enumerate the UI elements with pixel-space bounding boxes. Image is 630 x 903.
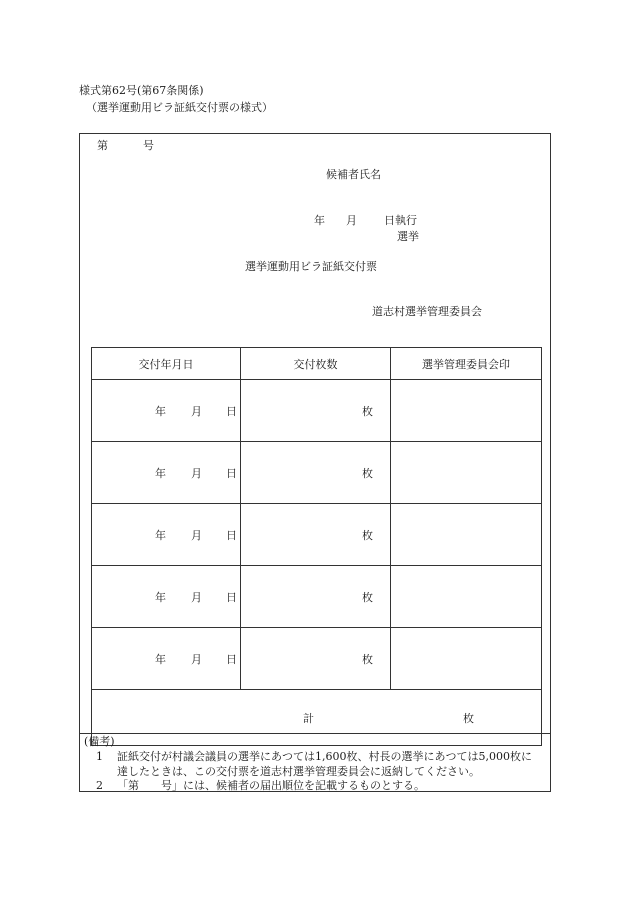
issue-date-cell xyxy=(92,442,241,504)
month-label: 月 xyxy=(191,528,202,542)
notes-divider xyxy=(79,733,551,734)
seal-cell xyxy=(391,442,542,504)
note-text: 証紙交付が村議会議員の選挙にあつては1,600枚、村長の選挙にあつては5,000枚に xyxy=(117,750,532,763)
day-label: 日 xyxy=(226,652,237,666)
number-label-dai: 第 xyxy=(97,139,108,152)
issue-date-cell xyxy=(92,628,241,690)
form-subtitle: （選挙運動用ビラ証紙交付票の様式） xyxy=(86,101,273,114)
note-text: 達したときは、この交付票を道志村選挙管理委員会に返納してください。 xyxy=(117,765,480,778)
seal-cell xyxy=(391,628,542,690)
seal-cell xyxy=(391,380,542,442)
note-text: 「第 号」には、候補者の届出順位を記載するものとする。 xyxy=(117,779,425,792)
candidate-name-label: 候補者氏名 xyxy=(326,168,381,181)
day-label: 日 xyxy=(226,528,237,542)
issuance-table xyxy=(91,347,542,746)
month-label: 月 xyxy=(191,652,202,666)
issue-count-cell: 枚 xyxy=(241,380,391,442)
month-label: 月 xyxy=(191,466,202,480)
year-label: 年 xyxy=(155,528,166,542)
issue-date-cell xyxy=(92,380,241,442)
total-label: 計 xyxy=(303,711,314,725)
form-number: 様式第62号(第67条関係) xyxy=(79,84,204,97)
header-issue-date: 交付年月日 xyxy=(92,348,241,380)
seal-cell xyxy=(391,566,542,628)
date-year-label: 年 xyxy=(314,214,325,227)
day-label: 日 xyxy=(226,590,237,604)
year-label: 年 xyxy=(155,404,166,418)
election-label: 選挙 xyxy=(397,230,419,243)
document-title: 選挙運動用ビラ証紙交付票 xyxy=(245,260,377,273)
issue-date-cell xyxy=(92,504,241,566)
total-cell xyxy=(92,690,542,746)
year-label: 年 xyxy=(155,652,166,666)
notes-heading: (備考) xyxy=(84,735,115,748)
table-row xyxy=(92,628,542,690)
number-label-go: 号 xyxy=(143,139,154,152)
table-total-row xyxy=(92,690,542,746)
issue-count-cell: 枚 xyxy=(241,504,391,566)
table-row xyxy=(92,504,542,566)
date-month-label: 月 xyxy=(346,214,357,227)
year-label: 年 xyxy=(155,590,166,604)
day-label: 日 xyxy=(226,404,237,418)
table-header-row xyxy=(92,348,542,380)
total-unit: 枚 xyxy=(463,711,474,725)
month-label: 月 xyxy=(191,404,202,418)
header-committee-seal: 選挙管理委員会印 xyxy=(391,348,542,380)
header-issue-count: 交付枚数 xyxy=(241,348,391,380)
table-row xyxy=(92,380,542,442)
year-label: 年 xyxy=(155,466,166,480)
table-row xyxy=(92,442,542,504)
issuer-name: 道志村選挙管理委員会 xyxy=(372,305,482,318)
date-day-exec-label: 日執行 xyxy=(384,214,417,227)
issue-date-cell xyxy=(92,566,241,628)
issue-count-cell: 枚 xyxy=(241,566,391,628)
day-label: 日 xyxy=(226,466,237,480)
issue-count-cell: 枚 xyxy=(241,628,391,690)
table-row xyxy=(92,566,542,628)
note-number: 2 xyxy=(96,779,103,792)
issue-count-cell: 枚 xyxy=(241,442,391,504)
note-number: 1 xyxy=(96,750,103,763)
seal-cell xyxy=(391,504,542,566)
month-label: 月 xyxy=(191,590,202,604)
